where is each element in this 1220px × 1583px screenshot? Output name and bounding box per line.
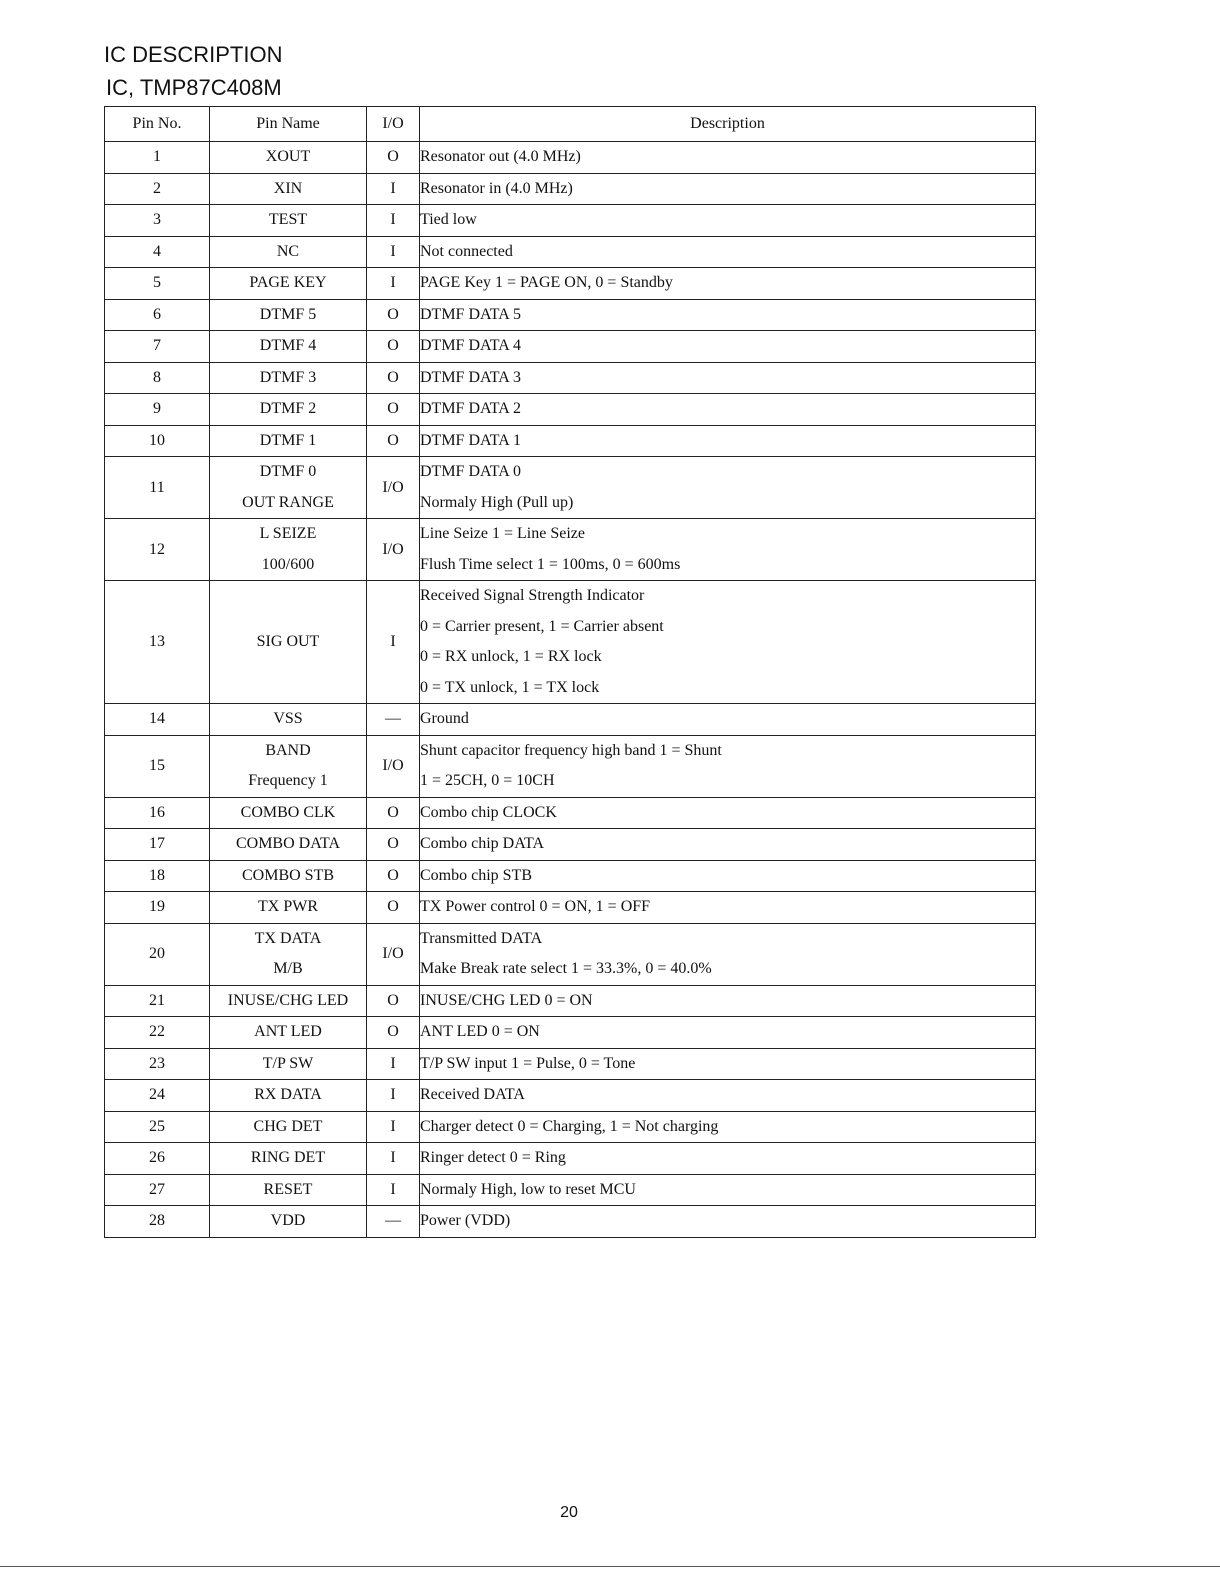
pin-name-line: TX DATA <box>254 929 322 947</box>
pin-number: 17 <box>105 829 210 861</box>
pin-description <box>420 236 1036 268</box>
pin-number: 18 <box>105 860 210 892</box>
description-line: 0 = Carrier present, 1 = Carrier absent <box>420 617 664 635</box>
pin-number: 16 <box>105 797 210 829</box>
pin-description <box>420 362 1036 394</box>
pin-name-line: DTMF 5 <box>259 305 317 323</box>
table-row <box>105 205 1036 237</box>
table-row <box>105 581 1036 704</box>
pin-name <box>210 735 367 797</box>
table-row <box>105 173 1036 205</box>
description-line: DTMF DATA 5 <box>420 305 521 323</box>
description-line: 0 = TX unlock, 1 = TX lock <box>420 678 600 696</box>
pin-name-line: VSS <box>273 710 303 727</box>
pin-name-line: COMBO STB <box>241 866 335 884</box>
pin-name <box>210 704 367 736</box>
pin-io: O <box>367 331 420 363</box>
pin-name <box>210 519 367 581</box>
description-line: Power (VDD) <box>420 1212 511 1229</box>
pin-description <box>420 797 1036 829</box>
pin-name <box>210 457 367 519</box>
pin-name <box>210 1206 367 1238</box>
description-line: Tied low <box>420 211 477 228</box>
table-row <box>105 1048 1036 1080</box>
table-row <box>105 519 1036 581</box>
pin-description <box>420 923 1036 985</box>
description-line: DTMF DATA 1 <box>420 431 521 449</box>
pin-io: I <box>367 581 420 704</box>
pin-description <box>420 829 1036 861</box>
table-row <box>105 1111 1036 1143</box>
description-line: Shunt capacitor frequency high band 1 = Shunt <box>420 741 722 759</box>
description-line: DTMF DATA 3 <box>420 368 521 386</box>
pin-name <box>210 362 367 394</box>
pin-name-line: OUT RANGE <box>242 493 334 511</box>
pin-io: I/O <box>367 923 420 985</box>
pin-name-line: XIN <box>273 179 303 197</box>
description-line: Resonator out (4.0 MHz) <box>420 148 581 165</box>
pin-io: O <box>367 797 420 829</box>
pin-number: 2 <box>105 173 210 205</box>
pin-description <box>420 205 1036 237</box>
pin-number: 24 <box>105 1080 210 1112</box>
pin-name-line: COMBO DATA <box>235 835 341 852</box>
pin-io: I/O <box>367 519 420 581</box>
table-row <box>105 457 1036 519</box>
table-row <box>105 142 1036 174</box>
table-row <box>105 892 1036 924</box>
pin-number: 5 <box>105 268 210 300</box>
pin-number: 8 <box>105 362 210 394</box>
pin-io: O <box>367 425 420 457</box>
pin-name-line: DTMF 0 <box>259 463 317 480</box>
pin-io: O <box>367 829 420 861</box>
pin-name <box>210 829 367 861</box>
pin-io: I <box>367 1143 420 1175</box>
description-line: DTMF DATA 0 <box>420 463 521 480</box>
pin-name-line: XOUT <box>265 148 311 165</box>
pin-description <box>420 1048 1036 1080</box>
col-header-io: I/O <box>367 107 420 142</box>
table-row <box>105 1017 1036 1049</box>
pin-name <box>210 1174 367 1206</box>
pin-name <box>210 581 367 704</box>
pin-number: 25 <box>105 1111 210 1143</box>
pin-name <box>210 923 367 985</box>
pin-description <box>420 1174 1036 1206</box>
pin-number: 10 <box>105 425 210 457</box>
description-line: Make Break rate select 1 = 33.3%, 0 = 40.0% <box>420 960 712 977</box>
pin-name-line: L SEIZE <box>259 525 317 542</box>
description-line: Combo chip STB <box>420 866 533 884</box>
pin-description <box>420 1080 1036 1112</box>
pin-description <box>420 331 1036 363</box>
pin-name-line: 100/600 <box>261 555 315 573</box>
description-line: Flush Time select 1 = 100ms, 0 = 600ms <box>420 555 681 573</box>
pin-io: — <box>367 704 420 736</box>
table-row <box>105 923 1036 985</box>
pin-io: O <box>367 299 420 331</box>
pin-io: I <box>367 1048 420 1080</box>
pin-number: 26 <box>105 1143 210 1175</box>
pin-io: I <box>367 173 420 205</box>
pin-name <box>210 985 367 1017</box>
pin-io: I <box>367 1111 420 1143</box>
pin-description <box>420 425 1036 457</box>
pin-name-line: VDD <box>270 1212 306 1229</box>
pin-description <box>420 268 1036 300</box>
description-line: INUSE/CHG LED 0 = ON <box>420 991 593 1009</box>
pin-io: — <box>367 1206 420 1238</box>
pin-description <box>420 1111 1036 1143</box>
col-header-pin-name: Pin Name <box>210 107 367 142</box>
description-line: Received DATA <box>420 1086 525 1103</box>
pin-number: 27 <box>105 1174 210 1206</box>
description-line: Line Seize 1 = Line Seize <box>420 525 585 542</box>
description-line: Ringer detect 0 = Ring <box>420 1149 566 1166</box>
table-row <box>105 362 1036 394</box>
pin-name-line: INUSE/CHG LED <box>227 991 349 1009</box>
description-line: ANT LED 0 = ON <box>420 1023 540 1040</box>
col-header-pin-no: Pin No. <box>105 107 210 142</box>
pin-name-line: ANT LED <box>254 1023 322 1040</box>
description-line: Ground <box>420 710 469 727</box>
pin-number: 19 <box>105 892 210 924</box>
pin-io: O <box>367 860 420 892</box>
description-line: Not connected <box>420 242 513 260</box>
pin-name-line: TEST <box>268 211 308 228</box>
pin-name <box>210 142 367 174</box>
pin-name-line: RX DATA <box>254 1086 322 1103</box>
description-line: T/P SW input 1 = Pulse, 0 = Tone <box>420 1054 636 1072</box>
pin-io: I <box>367 205 420 237</box>
pin-io: O <box>367 1017 420 1049</box>
table-row <box>105 331 1036 363</box>
pin-name <box>210 1080 367 1112</box>
pin-number: 15 <box>105 735 210 797</box>
pin-name <box>210 299 367 331</box>
pin-io: O <box>367 985 420 1017</box>
pin-number: 3 <box>105 205 210 237</box>
pin-description <box>420 457 1036 519</box>
pin-name-line: DTMF 4 <box>259 337 317 354</box>
pin-name-line: DTMF 1 <box>259 431 317 449</box>
table-row <box>105 1206 1036 1238</box>
description-line: Charger detect 0 = Charging, 1 = Not charging <box>420 1117 719 1135</box>
table-row <box>105 394 1036 426</box>
table-header-row <box>105 107 1036 142</box>
pin-name <box>210 268 367 300</box>
pin-io: I <box>367 1174 420 1206</box>
pin-name <box>210 1048 367 1080</box>
pin-name-line: DTMF 2 <box>259 400 317 417</box>
pin-name <box>210 394 367 426</box>
pin-description-table <box>104 106 1036 1238</box>
bottom-rule <box>0 1566 1220 1567</box>
description-line: Normaly High (Pull up) <box>420 493 574 511</box>
pin-io: I <box>367 268 420 300</box>
pin-name <box>210 331 367 363</box>
table-row <box>105 268 1036 300</box>
col-header-description: Description <box>420 107 1036 142</box>
pin-description <box>420 519 1036 581</box>
table-row <box>105 797 1036 829</box>
pin-number: 13 <box>105 581 210 704</box>
table-row <box>105 1174 1036 1206</box>
pin-number: 7 <box>105 331 210 363</box>
pin-name <box>210 797 367 829</box>
description-line: Transmitted DATA <box>420 929 543 947</box>
pin-number: 9 <box>105 394 210 426</box>
pin-description <box>420 1206 1036 1238</box>
pin-name-line: M/B <box>273 960 303 977</box>
table-body <box>105 142 1036 1238</box>
pin-name-line: DTMF 3 <box>259 368 317 386</box>
pin-io: I <box>367 1080 420 1112</box>
pin-name-line: RING DET <box>250 1149 326 1166</box>
pin-name-line: TX PWR <box>258 898 318 915</box>
pin-name-line: NC <box>276 242 300 260</box>
description-line: Received Signal Strength Indicator <box>420 587 645 604</box>
pin-io: O <box>367 362 420 394</box>
table-row <box>105 985 1036 1017</box>
description-line: DTMF DATA 2 <box>420 400 521 417</box>
pin-number: 14 <box>105 704 210 736</box>
pin-io: I <box>367 236 420 268</box>
pin-number: 28 <box>105 1206 210 1238</box>
pin-description <box>420 1143 1036 1175</box>
pin-number: 6 <box>105 299 210 331</box>
description-line: Combo chip CLOCK <box>420 803 557 821</box>
pin-name <box>210 1111 367 1143</box>
pin-description <box>420 704 1036 736</box>
pin-io: I/O <box>367 457 420 519</box>
pin-number: 11 <box>105 457 210 519</box>
pin-name-line: T/P SW <box>262 1054 314 1072</box>
pin-description <box>420 394 1036 426</box>
pin-description <box>420 860 1036 892</box>
ic-title: IC, TMP87C408M <box>106 75 282 100</box>
section-title: IC DESCRIPTION <box>104 42 283 67</box>
description-line: DTMF DATA 4 <box>420 337 521 354</box>
pin-name-line: CHG DET <box>253 1117 323 1135</box>
pin-description <box>420 299 1036 331</box>
pin-io: O <box>367 394 420 426</box>
pin-name-line: RESET <box>263 1180 313 1198</box>
description-line: 1 = 25CH, 0 = 10CH <box>420 772 555 789</box>
pin-number: 21 <box>105 985 210 1017</box>
table-row <box>105 860 1036 892</box>
pin-io: O <box>367 142 420 174</box>
pin-description <box>420 1017 1036 1049</box>
pin-description <box>420 581 1036 704</box>
pin-name <box>210 205 367 237</box>
description-line: Combo chip DATA <box>420 835 545 852</box>
pin-name <box>210 892 367 924</box>
table-row <box>105 1080 1036 1112</box>
pin-name-line: PAGE KEY <box>249 274 327 291</box>
description-line: Resonator in (4.0 MHz) <box>420 179 573 197</box>
pin-name <box>210 173 367 205</box>
table-row <box>105 829 1036 861</box>
pin-number: 4 <box>105 236 210 268</box>
page-number: 20 <box>560 1504 578 1521</box>
pin-name-line: COMBO CLK <box>240 803 336 821</box>
pin-description <box>420 735 1036 797</box>
pin-name-line: Frequency 1 <box>248 772 328 789</box>
pin-name-line: BAND <box>265 741 311 759</box>
description-line: TX Power control 0 = ON, 1 = OFF <box>420 898 651 915</box>
pin-number: 12 <box>105 519 210 581</box>
pin-number: 20 <box>105 923 210 985</box>
pin-number: 23 <box>105 1048 210 1080</box>
pin-number: 1 <box>105 142 210 174</box>
pin-name <box>210 236 367 268</box>
table-row <box>105 299 1036 331</box>
pin-description <box>420 892 1036 924</box>
pin-name <box>210 860 367 892</box>
pin-name <box>210 1143 367 1175</box>
pin-io: I/O <box>367 735 420 797</box>
table-row <box>105 1143 1036 1175</box>
pin-name <box>210 1017 367 1049</box>
pin-description <box>420 985 1036 1017</box>
pin-number: 22 <box>105 1017 210 1049</box>
table-row <box>105 735 1036 797</box>
description-line: 0 = RX unlock, 1 = RX lock <box>420 648 602 665</box>
pin-name <box>210 425 367 457</box>
description-line: Normaly High, low to reset MCU <box>420 1180 636 1198</box>
pin-description <box>420 173 1036 205</box>
table-row <box>105 236 1036 268</box>
pin-io: O <box>367 892 420 924</box>
table-row <box>105 425 1036 457</box>
description-line: PAGE Key 1 = PAGE ON, 0 = Standby <box>420 274 673 291</box>
table-row <box>105 704 1036 736</box>
pin-name-line: SIG OUT <box>256 632 320 650</box>
pin-description <box>420 142 1036 174</box>
